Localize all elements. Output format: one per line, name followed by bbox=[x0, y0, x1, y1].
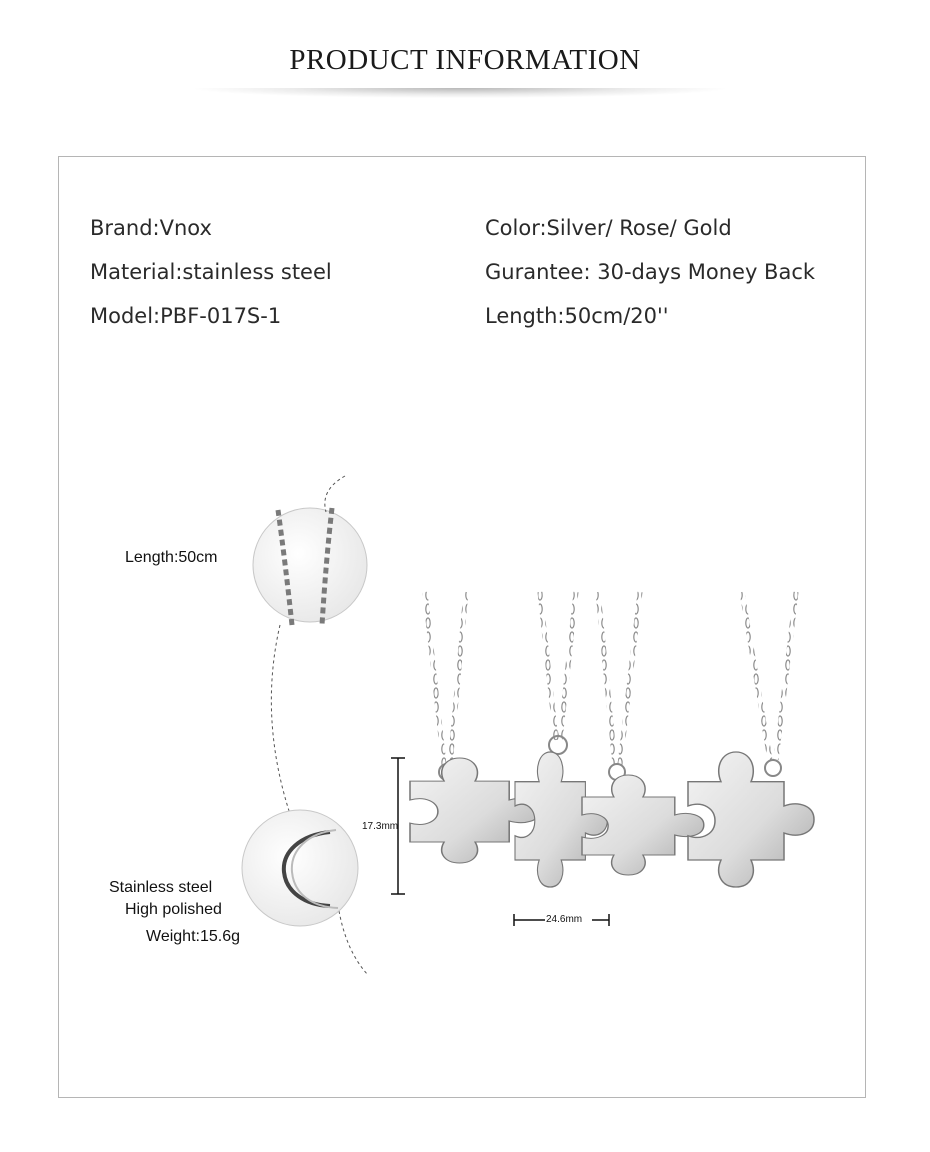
chain-zoom-view bbox=[253, 476, 367, 625]
material-label: Stainless steel bbox=[109, 879, 213, 896]
polish-zoom-view bbox=[242, 810, 358, 926]
weight-label: Weight:15.6g bbox=[146, 928, 240, 945]
spec-material: Material:stainless steel bbox=[90, 260, 332, 284]
callout-connector-lower bbox=[338, 905, 368, 975]
puzzle-pendant-4 bbox=[688, 752, 814, 887]
spec-length: Length:50cm/20'' bbox=[485, 304, 669, 328]
page-title: PRODUCT INFORMATION bbox=[289, 44, 641, 76]
chain-length-label: Length:50cm bbox=[125, 549, 218, 566]
finish-label: High polished bbox=[125, 901, 222, 918]
height-dimension-label: 17.3mm bbox=[362, 821, 399, 832]
callout-connector bbox=[271, 625, 292, 820]
width-dimension-label: 24.6mm bbox=[546, 914, 583, 925]
spec-guarantee: Gurantee: 30-days Money Back bbox=[485, 260, 816, 284]
spec-model: Model:PBF-017S-1 bbox=[90, 304, 282, 328]
spec-color: Color:Silver/ Rose/ Gold bbox=[485, 216, 732, 240]
spec-brand: Brand:Vnox bbox=[90, 216, 212, 240]
